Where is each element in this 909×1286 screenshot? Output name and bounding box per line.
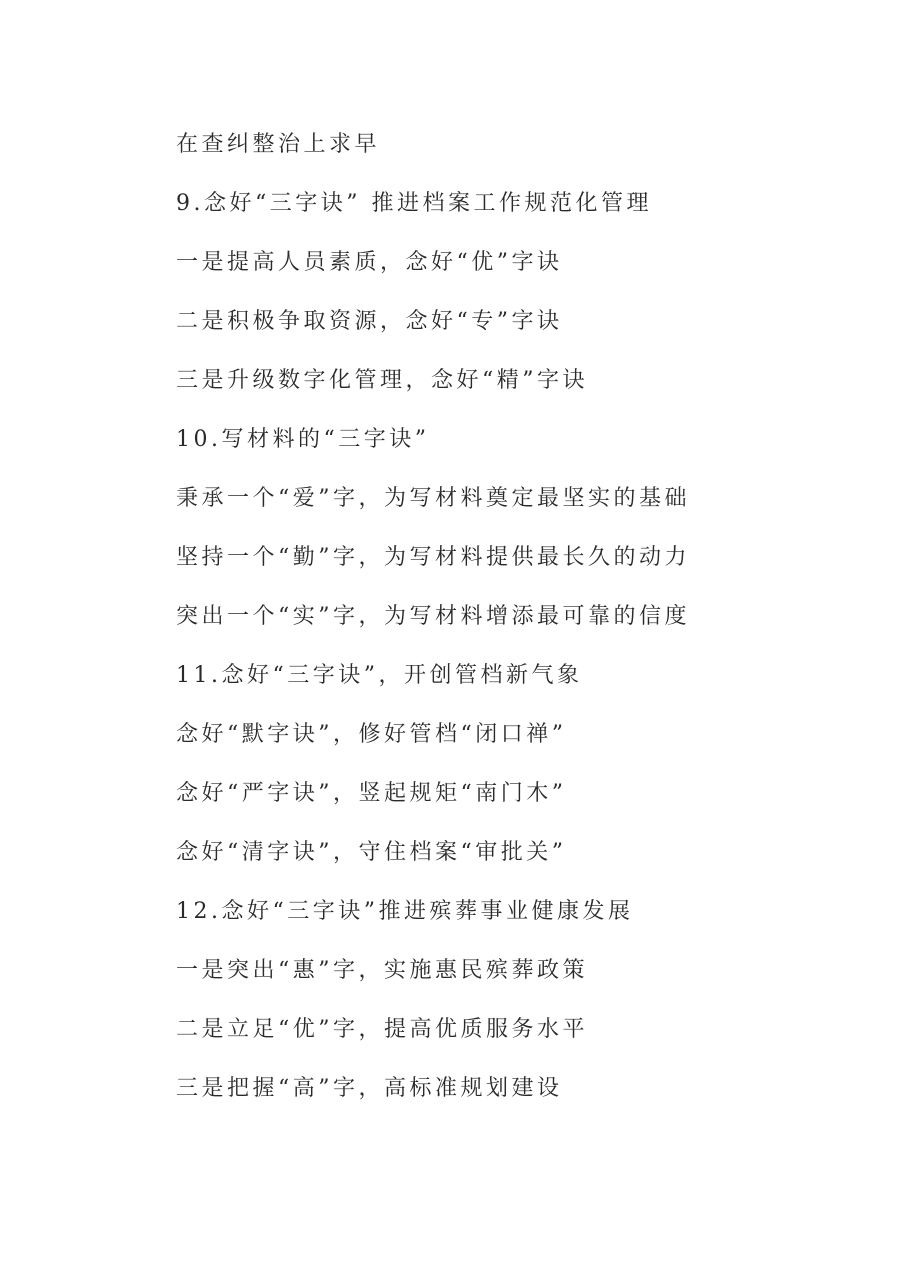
text-line: 念好“默字诀”，修好管档“闭口禅”	[176, 722, 567, 747]
text-line: 在查纠整治上求早	[176, 132, 381, 157]
section-heading-11: 11.念好“三字诀”，开创管档新气象	[176, 663, 583, 688]
section-heading-12: 12.念好“三字诀”推进殡葬事业健康发展	[176, 899, 634, 924]
text-line: 念好“严字诀”，竖起规矩“南门木”	[176, 781, 567, 806]
text-line: 秉承一个“爱”字，为写材料奠定最坚实的基础	[176, 486, 690, 511]
text-line: 坚持一个“勤”字，为写材料提供最长久的动力	[176, 545, 690, 570]
text-line: 一是提高人员素质，念好“优”字诀	[176, 250, 563, 275]
text-line: 二是积极争取资源，念好“专”字诀	[176, 309, 563, 334]
text-line: 三是升级数字化管理，念好“精”字诀	[176, 368, 588, 393]
text-line: 突出一个“实”字，为写材料增添最可靠的信度	[176, 604, 690, 629]
section-heading-10: 10.写材料的“三字诀”	[176, 427, 430, 452]
section-heading-9: 9.念好“三字诀” 推进档案工作规范化管理	[176, 191, 652, 216]
text-line: 一是突出“惠”字，实施惠民殡葬政策	[176, 958, 588, 983]
document-body	[176, 127, 876, 1130]
text-line: 二是立足“优”字，提高优质服务水平	[176, 1017, 588, 1042]
text-line: 念好“清字诀”，守住档案“审批关”	[176, 840, 567, 865]
text-line: 三是把握“高”字，高标准规划建设	[176, 1076, 563, 1101]
